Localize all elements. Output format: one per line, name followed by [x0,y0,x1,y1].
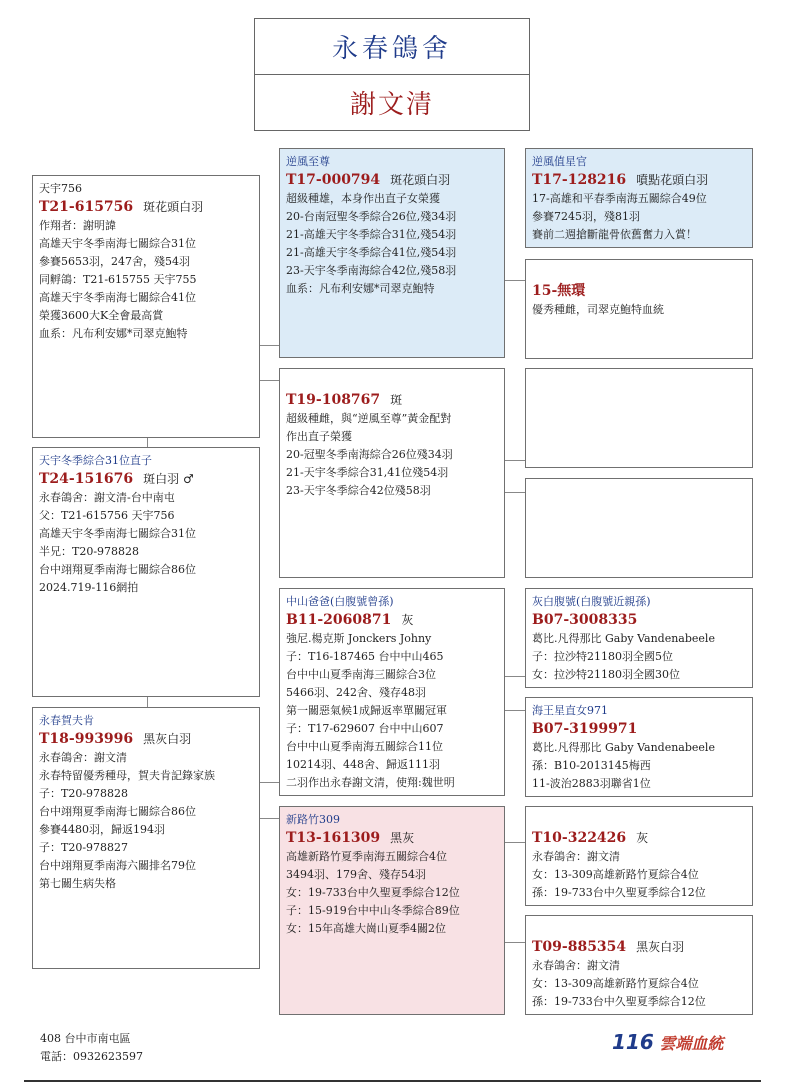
card-line: 孫：B10-2013145梅西 [532,759,651,772]
card-line: 20-台南冠聖冬季綜合26位,殘34羽 [286,210,457,223]
connector [259,782,279,783]
pigeon-card-dsd [525,697,753,797]
card-line: 血系：凡布利安娜*司翠克鮑特 [39,327,188,340]
card-line: 23-天宇冬季綜合42位殘58羽 [286,484,431,497]
card-title: 永春賀夫肯 [39,714,94,727]
card-line: 高雄天宇冬季南海七關綜合41位 [39,291,196,304]
brand-text: 雲端血統 [659,1034,724,1053]
ring-number: T21-615756 [39,199,134,215]
feather-color: 斑白羽 ♂ [143,472,194,486]
brand-logo [612,1030,723,1054]
card-line: 子：T16-187465 台中中山465 [286,650,444,663]
ring-number: T19-108767 [286,392,381,408]
card-title: 天宇冬季綜合31位直子 [39,454,152,467]
footer-address: 408 台中市南屯區 [40,1032,131,1045]
card-line: 台中中山夏季南海三關綜合3位 [286,668,436,681]
card-line: 女：15年高雄大崗山夏季4關2位 [286,922,446,935]
card-title: 灰白腹號(白腹號近親孫) [532,595,651,608]
card-line: 第一關惡氣候1成歸返率單關冠軍 [286,704,447,717]
card-line: 台中中山夏季南海五關綜合11位 [286,740,443,753]
pigeon-card-dss [525,588,753,688]
pigeon-card-sire-sire [279,148,505,358]
connector [259,345,279,346]
card-line: 同孵鴿：T21-615755 天宇755 [39,273,197,286]
feather-color: 黑灰白羽 [636,940,685,954]
card-title: 逆風至尊 [286,155,330,168]
card-line: 孫：19-733台中久聖夏季綜合12位 [532,995,706,1008]
card-line: 榮獲3600大K全會最高賞 [39,309,164,322]
ring-number: T10-322426 [532,830,627,846]
ring-number: B11-2060871 [286,612,392,628]
card-line: 23-天宇冬季南海綜合42位,殘58羽 [286,264,457,277]
card-line: 高雄新路竹夏季南海五關綜合4位 [286,850,447,863]
card-line: 第七關生病失格 [39,877,116,890]
feather-color: 黑灰白羽 [143,732,192,746]
card-line: 超級種雌，與“逆風至尊”黃金配對 [286,412,452,425]
card-line: 半兄：T20-978828 [39,545,140,558]
pigeon-card-sds-empty [525,368,753,468]
ring-number: T18-993996 [39,731,134,747]
card-line: 二羽作出永春謝文清，使翔:魏世明 [286,776,455,789]
card-line: 2024.719-116網拍 [39,581,139,594]
card-line: 葛比.凡得那比 Gaby Vandenabeele [532,741,715,754]
card-line: 女：拉沙特21180羽全國30位 [532,668,680,681]
card-line: 父：T21-615756 天宇756 [39,509,175,522]
pigeon-card-sire-dam [279,368,505,578]
card-line: 女：13-309高雄新路竹夏綜合4位 [532,977,699,990]
card-line: 強尼.楊克斯 Jonckers Johny [286,632,432,645]
card-line: 賽前二週搶斷龍骨依舊奮力入賞！ [532,228,697,241]
pigeon-card-dds [525,806,753,906]
card-line: 台中翊翔夏季南海七關綜合86位 [39,563,196,576]
feather-color: 斑花頭白羽 [143,200,204,214]
ring-number: T24-151676 [39,471,134,487]
card-title: 海王星直女971 [532,704,608,717]
card-line: 20-冠聖冬季南海綜合26位殘34羽 [286,448,453,461]
card-line: 超級種雄，本身作出直子女榮獲 [286,192,440,205]
connector [505,842,525,843]
card-line: 21-高雄天宇冬季綜合41位,殘54羽 [286,246,457,259]
feather-color: 灰 [401,613,414,627]
card-line: 參賽4480羽，歸返194羽 [39,823,165,836]
card-line: 10214羽、448舍、歸返111羽 [286,758,440,771]
connector [505,460,525,461]
card-note: 天宇756 [39,182,82,195]
ring-number: 15-無環 [532,283,586,299]
ring-number: B07-3199971 [532,721,638,737]
feather-color: 噴點花頭白羽 [636,173,709,187]
connector [147,697,148,707]
connector [505,710,525,711]
ring-number: T17-000794 [286,172,381,188]
card-line: 台中翊翔夏季南海七關綜合86位 [39,805,196,818]
card-line: 參賽5653羽，247舍，殘54羽 [39,255,190,268]
pigeon-card-dam-dam [279,806,505,1015]
pigeon-card-sss [525,148,753,248]
card-line: 子：T20-978828 [39,787,129,800]
feather-color: 黑灰 [390,831,415,845]
ring-number: T09-885354 [532,939,627,955]
connector [505,280,525,281]
card-line: 女：13-309高雄新路竹夏綜合4位 [532,868,699,881]
card-line: 21-高雄天宇冬季綜合31位,殘54羽 [286,228,457,241]
card-line: 子：T17-629607 台中中山607 [286,722,444,735]
card-line: 高雄天宇冬季南海七關綜合31位 [39,527,196,540]
card-line: 17-高雄和平春季南海五關綜合49位 [532,192,707,205]
card-line: 參賽7245羽，殘81羽 [532,210,640,223]
card-title: 中山爸爸(白腹號曾孫) [286,595,394,608]
card-line: 永春鴿舍：謝文清 [532,959,620,972]
feather-color: 灰 [636,831,649,845]
card-line: 血系：凡布利安娜*司翠克鮑特 [286,282,435,295]
card-line: 21-天宇冬季綜合31,41位殘54羽 [286,466,449,479]
card-line: 高雄天宇冬季南海七關綜合31位 [39,237,196,250]
loft-name: 永春鴿舍 [254,18,530,75]
card-line: 11-波治2883羽聯省1位 [532,777,651,790]
pigeon-card-ddd [525,915,753,1015]
ring-number: T13-161309 [286,830,381,846]
card-line: 5466羽、242舍、殘存48羽 [286,686,426,699]
brand-number: 116 [612,1030,654,1054]
card-line: 子：15-919台中中山冬季綜合89位 [286,904,460,917]
card-line: 優秀種雌，司翠克鮑特血統 [532,303,664,316]
card-line: 永春鴿舍：謝文清 [532,850,620,863]
card-line: 葛比.凡得那比 Gaby Vandenabeele [532,632,715,645]
feather-color: 斑 [390,393,403,407]
connector [505,492,525,493]
card-line: 孫：19-733台中久聖夏季綜合12位 [532,886,706,899]
card-line: 女：19-733台中久聖夏季綜合12位 [286,886,460,899]
pigeon-card-sibling [32,447,260,697]
owner-name: 謝文清 [254,74,530,131]
pigeon-card-dam [32,707,260,969]
card-line: 3494羽、179舍、殘存54羽 [286,868,426,881]
connector [505,942,525,943]
card-line: 永春鴿舍：謝文清-台中南屯 [39,491,175,504]
card-line: 子：拉沙特21180羽全國5位 [532,650,673,663]
connector [147,437,148,447]
card-line: 作出直子榮獲 [286,430,352,443]
card-line: 永春特留優秀種母，賀夫肯記錄家族 [39,769,215,782]
ring-number: B07-3008335 [532,612,638,628]
footer-phone: 電話：0932623597 [40,1050,143,1063]
connector [259,380,279,381]
connector [259,818,279,819]
card-title: 逆風值星官 [532,155,587,168]
card-title: 新路竹309 [286,813,340,826]
feather-color: 斑花頭白羽 [390,173,451,187]
card-line: 子：T20-978827 [39,841,129,854]
pigeon-card-ssd [525,259,753,359]
card-line: 永春鴿舍：謝文清 [39,751,127,764]
card-line: 台中翊翔夏季南海六關排名79位 [39,859,196,872]
card-line: 作翔者：謝明諱 [39,219,116,232]
connector [505,676,525,677]
pigeon-card-subject [32,175,260,438]
pigeon-card-dam-sire [279,588,505,796]
pigeon-card-sdd-empty [525,478,753,578]
footer-rule [24,1080,761,1082]
ring-number: T17-128216 [532,172,627,188]
